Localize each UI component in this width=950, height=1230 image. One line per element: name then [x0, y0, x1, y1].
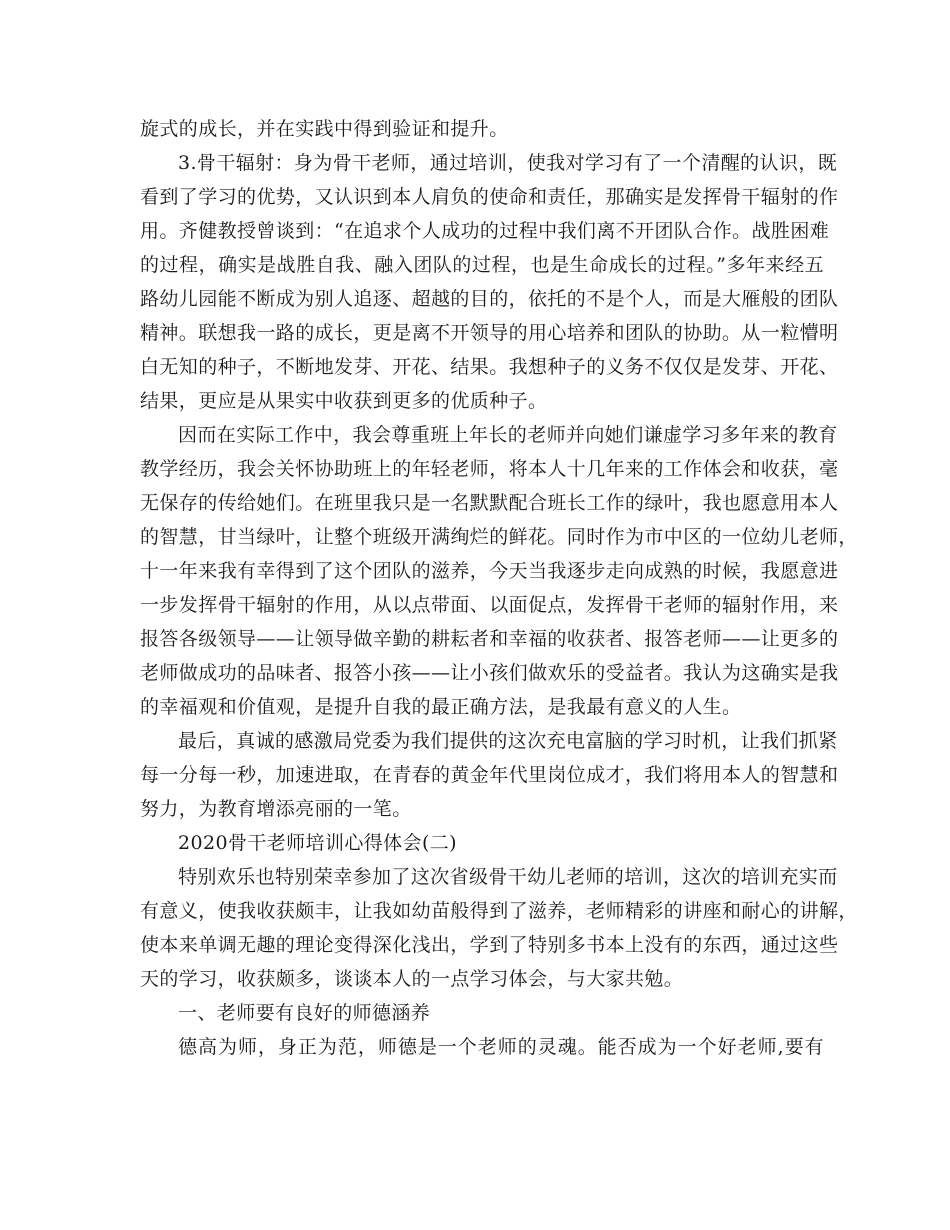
text-line: 一步发挥骨干辐射的作用，从以点带面、以面促点，发挥骨干老师的辐射作用，来: [140, 594, 839, 616]
text-line: 一、老师要有良好的师德涵养: [178, 1002, 431, 1024]
document-page: [140, 112, 858, 1064]
text-line: 白无知的种子，不断地发芽、开花、结果。我想种子的义务不仅仅是发芽、开花、: [140, 356, 839, 378]
text-line: 结果，更应是从果实中收获到更多的优质种子。: [140, 390, 548, 412]
text-line: 努力，为教育增添亮丽的一笔。: [140, 798, 412, 820]
text-line: 特别欢乐也特别荣幸参加了这次省级骨干幼儿老师的培训，这次的培训充实而: [178, 866, 838, 888]
text-line: 最后，真诚的感激局党委为我们提供的这次充电富脑的学习时机，让我们抓紧: [178, 730, 838, 752]
text-line: 看到了学习的优势，又认识到本人肩负的使命和责任，那确实是发挥骨干辐射的作: [140, 186, 839, 208]
text-line: 因而在实际工作中，我会尊重班上年长的老师并向她们谦虚学习多年来的教育: [178, 424, 838, 446]
text-line: 教学经历，我会关怀协助班上的年轻老师，将本人十几年来的工作体会和收获，毫: [140, 458, 839, 480]
text-line: 十一年来我有幸得到了这个团队的滋养，今天当我逐步走向成熟的时候，我愿意进: [140, 560, 839, 582]
text-line: 无保存的传给她们。在班里我只是一名默默配合班长工作的绿叶，我也愿意用本人: [140, 492, 839, 514]
text-line: 的幸福观和价值观，是提升自我的最正确方法，是我最有意义的人生。: [140, 696, 742, 718]
text-line: 3.骨干辐射：身为骨干老师，通过培训，使我对学习有了一个清醒的认识，既: [178, 152, 838, 174]
text-line: 的智慧，甘当绿叶，让整个班级开满绚烂的鲜花。同时作为市中区的一位幼儿老师，: [140, 526, 858, 548]
text-line: 精神。联想我一路的成长，更是离不开领导的用心培养和团队的协助。从一粒懵明: [140, 322, 839, 344]
text-line: 的过程，确实是战胜自我、融入团队的过程，也是生命成长的过程。”多年来经五: [140, 254, 824, 276]
text-line: 报答各级领导——让领导做辛勤的耕耘者和幸福的收获者、报答老师——让更多的: [140, 628, 839, 650]
text-line: 每一分每一秒，加速进取，在青春的黄金年代里岗位成才，我们将用本人的智慧和: [140, 764, 839, 786]
text-line: 路幼儿园能不断成为别人追逐、超越的目的，依托的不是个人，而是大雁般的团队: [140, 288, 839, 310]
text-line: 2020骨干老师培训心得体会(二): [178, 832, 457, 854]
text-line: 老师做成功的品味者、报答小孩——让小孩们做欢乐的受益者。我认为这确实是我: [140, 662, 839, 684]
text-line: 天的学习，收获颇多，谈谈本人的一点学习体会，与大家共勉。: [140, 968, 684, 990]
text-line: 有意义，使我收获颇丰，让我如幼苗般得到了滋养，老师精彩的讲座和耐心的讲解，: [140, 900, 858, 922]
text-line: 使本来单调无趣的理论变得深化浅出，学到了特别多书本上没有的东西，通过这些: [140, 934, 839, 956]
text-line: 用。齐健教授曾谈到：“在追求个人成功的过程中我们离不开团队合作。战胜困难: [140, 220, 830, 242]
text-line: 旋式的成长，并在实践中得到验证和提升。: [140, 118, 509, 140]
text-line: 德高为师，身正为范，师德是一个老师的灵魂。能否成为一个好老师,要有: [178, 1036, 824, 1058]
